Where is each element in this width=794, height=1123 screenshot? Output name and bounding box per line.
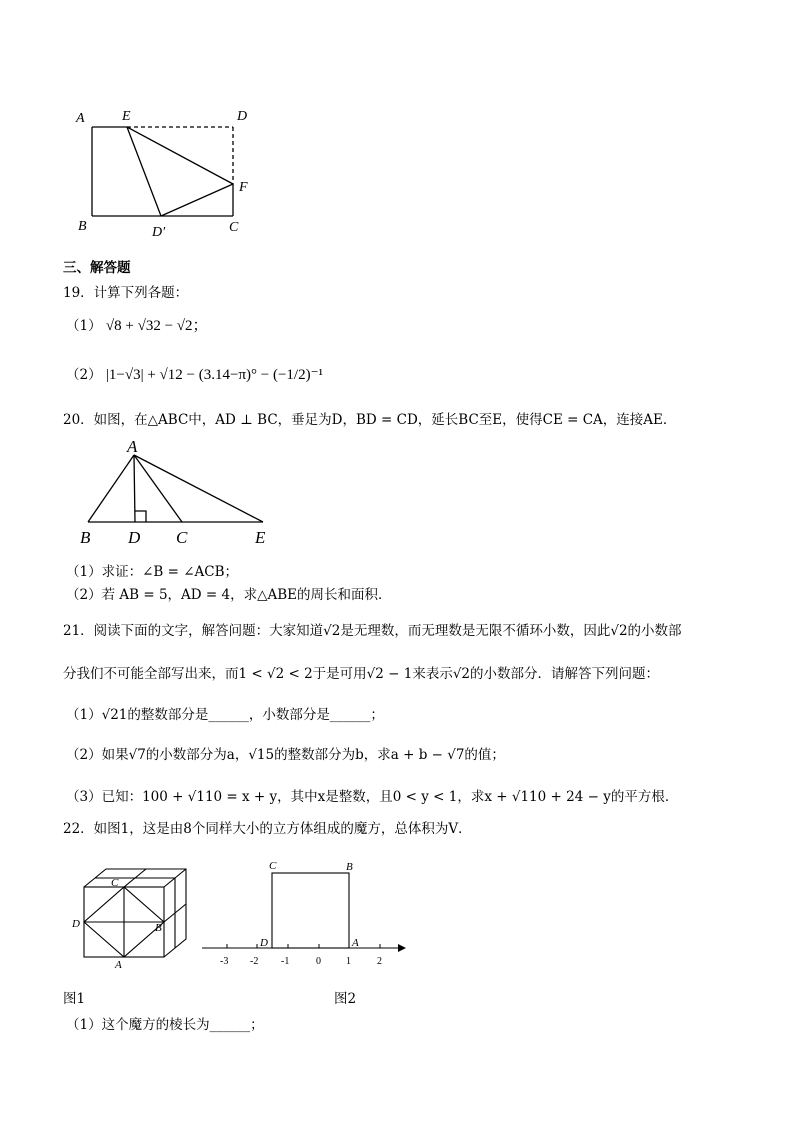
q19-part1: （1） √8 + √32 − √2；	[66, 318, 208, 334]
label-A: A	[115, 959, 122, 971]
label-D: D	[128, 528, 141, 547]
label-D: D	[237, 109, 248, 124]
label-F: F	[239, 180, 248, 195]
q20-stem: 20．如图，在△ABC中，AD ⊥ BC，垂足为D，BD = CD，延长BC至E，使得CE = CA，连接AE．	[63, 412, 677, 428]
q21-line2: 分我们不可能全部写出来，而1 < √2 < 2于是可用√2 − 1来表示√2的小数部分．请解答下列问题：	[63, 666, 660, 682]
q20-part2: （2）若 AB = 5，AD = 4，求△ABE的周长和面积．	[66, 587, 392, 603]
label-E: E	[255, 528, 266, 547]
q19-p1-expression: √8 + √32 − √2；	[105, 318, 208, 334]
q21-part1: （1）√21的整数部分是______，小数部分是______；	[66, 707, 384, 723]
label-B: B	[80, 528, 91, 547]
figure2-caption: 图2	[334, 991, 357, 1007]
cube-figure	[66, 855, 196, 973]
tick-label: 2	[377, 956, 382, 967]
label-C: C	[176, 528, 188, 547]
q22-part1: （1）这个魔方的棱长为______；	[66, 1017, 264, 1033]
triangle-figure	[74, 437, 284, 549]
q22-stem: 22．如图1，这是由8个同样大小的立方体组成的魔方，总体积为V．	[63, 821, 472, 837]
label-A: A	[352, 937, 359, 949]
q21-part2: （2）如果√7的小数部分为a，√15的整数部分为b，求a + b − √7的值；	[66, 747, 505, 763]
rectangle-fold-figure	[70, 100, 270, 245]
section-title: 三、解答题	[63, 260, 131, 276]
q21-part3: （3）已知：100 + √110 = x + y，其中x是整数，且0 < y < 1，求x + √110 + 24 − y的平方根．	[66, 789, 679, 805]
tick-label: -1	[281, 956, 290, 967]
q19-stem: 19．计算下列各题：	[63, 285, 189, 301]
tick-label: 0	[316, 956, 321, 967]
tick-label: 1	[346, 956, 351, 967]
label-B: B	[346, 861, 353, 873]
tick-label: -2	[250, 956, 259, 967]
label-C: C	[229, 220, 239, 235]
q19-part2: （2） |1−√3| + √12 − (3.14−π)° − (−1/2)⁻¹	[66, 367, 324, 383]
number-line-figure	[196, 852, 412, 970]
label-A: A	[127, 437, 138, 456]
label-B: B	[78, 219, 87, 234]
label-E: E	[122, 109, 131, 124]
figure1-caption: 图1	[63, 991, 86, 1007]
label-D: D	[72, 918, 80, 930]
label-B: B	[155, 922, 162, 934]
q21-line1: 21．阅读下面的文字，解答问题：大家知道√2是无理数，而无理数是无限不循环小数，因此√2的小数部	[63, 623, 682, 639]
q20-part1: （1）求证：∠B = ∠ACB；	[66, 564, 239, 580]
label-C: C	[269, 860, 277, 872]
q19-p2-expression: |1−√3| + √12 − (3.14−π)° − (−1/2)⁻¹	[105, 367, 324, 383]
tick-label: -3	[220, 956, 229, 967]
label-A: A	[76, 111, 85, 126]
label-Dprime: D′	[152, 225, 166, 240]
label-C: C	[111, 877, 119, 889]
label-D: D	[260, 937, 268, 949]
